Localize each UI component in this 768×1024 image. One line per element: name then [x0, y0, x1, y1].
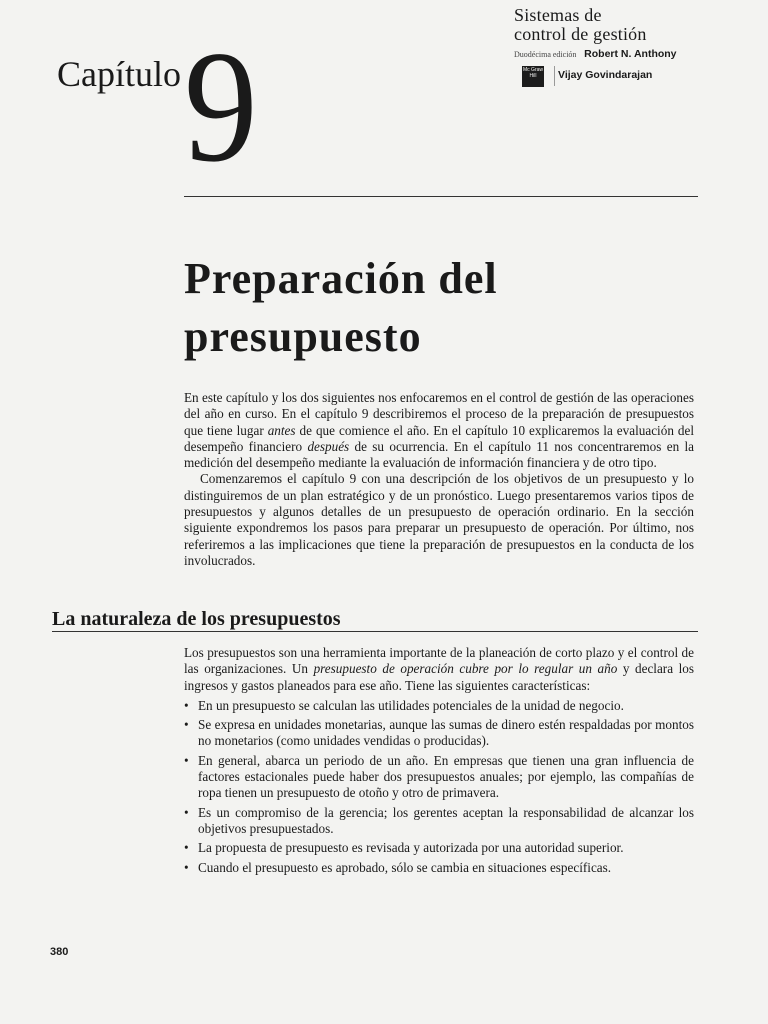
section-p-part2: y declara los ingresos y gastos planeados para ese año. Tiene las siguientes características: — [184, 661, 694, 693]
list-item-text: Se expresa en unidades monetarias, aunque las sumas de dinero estén respaldadas por montos no monetarios (como unidades vendidas o producidas). — [198, 717, 694, 749]
characteristics-list — [184, 698, 694, 876]
book-title — [514, 6, 647, 44]
chapter-label: Capítulo — [57, 54, 181, 94]
list-item — [184, 717, 694, 750]
chapter-title-line1: Preparación del — [184, 254, 498, 303]
list-item — [184, 805, 694, 838]
edition-label: Duodécima edición — [514, 50, 577, 59]
bullet-icon: • — [184, 752, 189, 768]
intro-p1-part1: En este capítulo y los dos siguientes nos enfocaremos en el control de gestión de las operaciones del año en curso. En el capítulo 9 describiremos el proceso de la preparación de presupuestos que tiene lugar — [184, 390, 694, 438]
chapter-title-line2: presupuesto — [184, 312, 422, 361]
page-number: 380 — [50, 946, 69, 958]
list-item — [184, 860, 694, 876]
bullet-icon: • — [184, 804, 189, 820]
section-paragraph — [184, 645, 694, 694]
section-p-emphasis: presupuesto de operación cubre por lo regular un año — [313, 661, 618, 677]
list-item-text: Cuando el presupuesto es aprobado, sólo se cambia en situaciones específicas. — [198, 859, 612, 875]
chapter-number: 9 — [184, 17, 258, 195]
list-item-text: Es un compromiso de la gerencia; los gerentes aceptan la responsabilidad de alcanzar los objetivos presupuestados. — [198, 804, 694, 836]
section-heading: La naturaleza de los presupuestos — [52, 608, 341, 630]
intro-p1-emphasis-despues: después — [307, 438, 350, 454]
intro-p1-part2: de que comience el año. En el capítulo 10 explicaremos la evaluación del desempeño financiero — [184, 422, 694, 454]
logo-divider — [554, 66, 555, 86]
list-item-text: En un presupuesto se calculan las utilidades potenciales de la unidad de negocio. — [198, 697, 624, 713]
list-item-text: La propuesta de presupuesto es revisada y autorizada por una autoridad superior. — [198, 840, 624, 856]
author-govindarajan: Vijay Govindarajan — [558, 69, 653, 81]
list-item — [184, 698, 694, 714]
bullet-icon: • — [184, 859, 189, 875]
intro-paragraph-2: Comenzaremos el capítulo 9 con una descripción de los objetivos de un presupuesto y lo distinguiremos de un plan estratégico y de un pronóstico. Luego presentaremos varios tipos de presupuestos y algunos detalles de un presupuesto de operación ordinario. En la sección siguiente expondremos los pasos para preparar un presupuesto de operación. Por último, nos referiremos a las implicaciones que tiene la preparación de presupuestos en la conducta de los involucrados. — [184, 471, 694, 568]
section-body — [184, 645, 694, 879]
bullet-icon: • — [184, 697, 189, 713]
chapter-title — [184, 250, 684, 366]
section-p-part1: Los presupuestos son una herramienta importante de la planeación de corto plazo y el control de las organizaciones. Un — [184, 645, 694, 677]
header-rule — [184, 196, 698, 197]
list-item-text: En general, abarca un periodo de un año. En empresas que tienen una gran influencia de factores estacionales puede haber dos presupuestos anuales; por ejemplo, las compañías de ropa tienen un presupuesto de otoño y otro de primavera. — [198, 752, 694, 801]
author-anthony: Robert N. Anthony — [584, 48, 677, 60]
intro-paragraph-1 — [184, 390, 694, 471]
bullet-icon: • — [184, 717, 189, 733]
book-title-line1: Sistemas de — [514, 5, 602, 25]
section-rule — [52, 631, 698, 632]
bullet-icon: • — [184, 840, 189, 856]
list-item — [184, 840, 694, 856]
intro-p1-emphasis-antes: antes — [267, 422, 296, 438]
book-title-line2: control de gestión — [514, 24, 647, 44]
publisher-logo: Mc Graw Hill — [522, 66, 544, 87]
list-item — [184, 753, 694, 802]
intro-p1-part3: de su ocurrencia. En el capítulo 11 nos concentraremos en la medición del desempeño mediante la evaluación de información financiera y de otro tipo. — [184, 438, 695, 471]
edition-line — [514, 48, 677, 61]
intro-text — [184, 390, 694, 569]
